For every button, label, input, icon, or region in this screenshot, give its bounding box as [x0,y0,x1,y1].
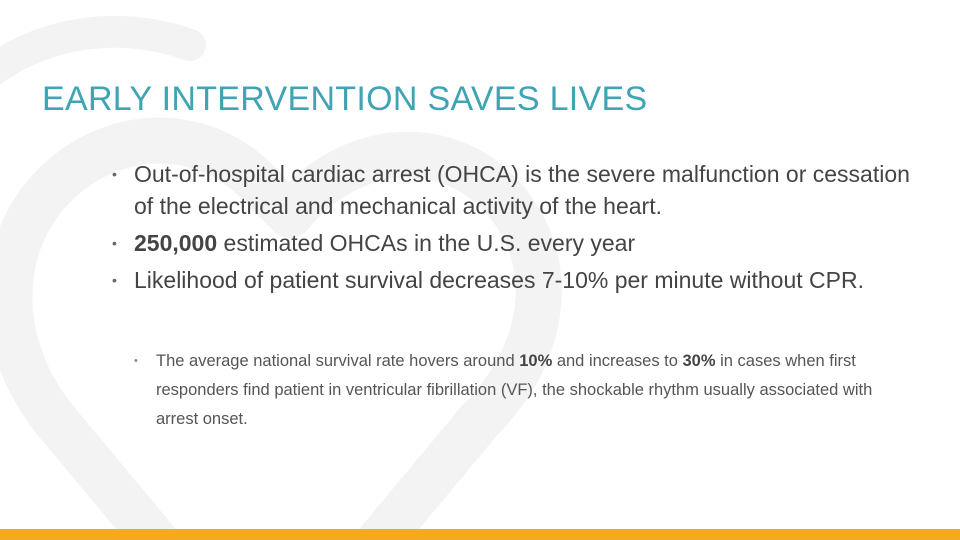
bullet-list [112,158,922,301]
bullet-text: Out-of-hospital cardiac arrest (OHCA) is the severe malfunction or cessation of the electrical and mechanical activity of the heart. [134,161,910,219]
bullet-dot: • [134,355,138,367]
bullet-dot: • [112,272,117,288]
sub-bullet-list [134,347,894,434]
bullet-dot: • [112,166,117,182]
sub-text-part1: The average national survival rate hovers around [156,352,520,370]
accent-bar [0,529,960,540]
bullet-bold-number: 250,000 [134,230,218,256]
bullet-text: Likelihood of patient survival decreases 7-10% per minute without CPR. [134,267,864,293]
slide-title: EARLY INTERVENTION SAVES LIVES [42,80,648,118]
sub-bold-30pct: 30% [682,352,716,370]
sub-bold-10pct: 10% [519,352,553,370]
bullet-ohca-definition [112,158,922,222]
bullet-text: estimated OHCAs in the U.S. every year [217,230,636,256]
sub-text-part3: in cases when first responders find patient in ventricular fibrillation (VF), the shockable rhythm usually associated with arrest onset. [156,352,873,428]
sub-bullet-survival-rate [134,347,894,434]
sub-text-part2: and increases to [552,352,683,370]
bullet-ohca-count [112,227,922,259]
bullet-dot: • [112,235,117,251]
bullet-survival-decrease [112,264,922,296]
